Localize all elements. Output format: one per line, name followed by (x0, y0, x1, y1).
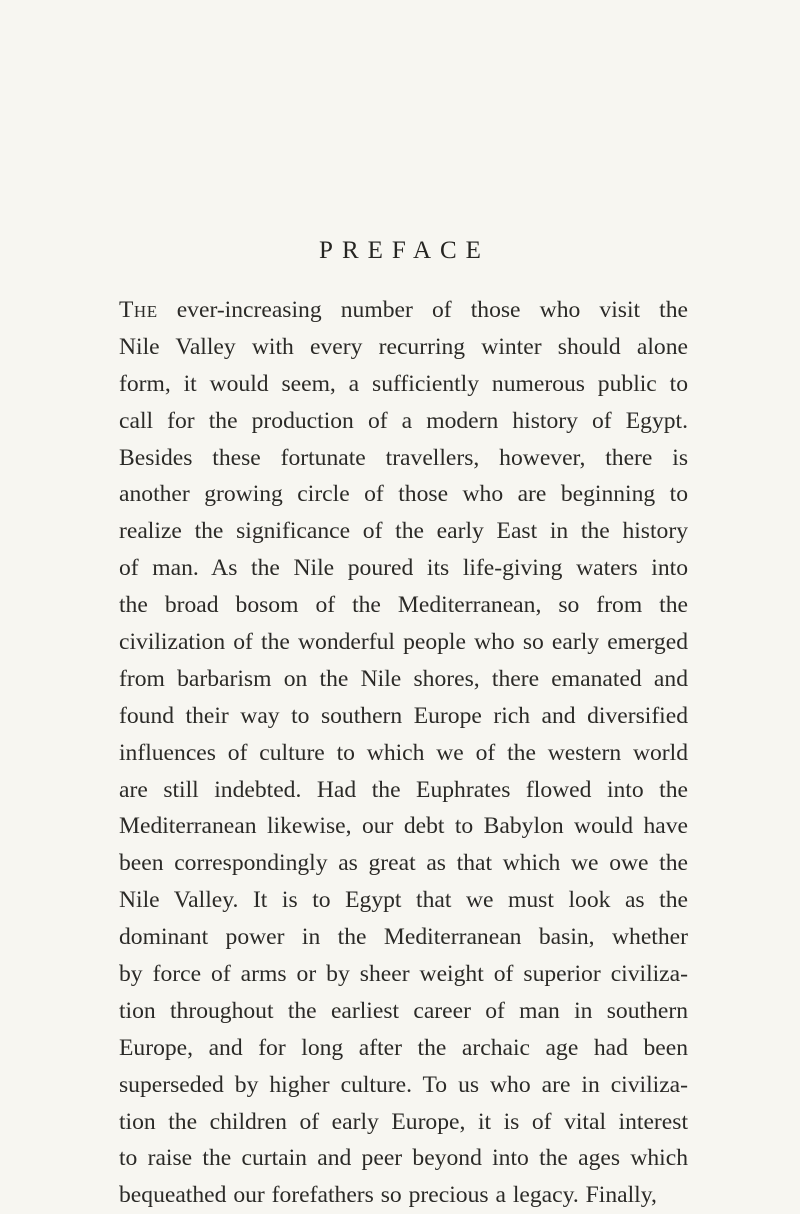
text-line: by force of arms or by sheer weight of superior civiliza- (119, 961, 688, 988)
text-line: are still indebted. Had the Euphrates flowed into the (119, 776, 688, 803)
text-line (119, 292, 688, 329)
text-line: Nile Valley. It is to Egypt that we must look as the (119, 887, 688, 914)
preface-heading: PREFACE (319, 237, 490, 264)
text-line: found their way to southern Europe rich and diversified (119, 702, 688, 729)
text-line: Besides these fortunate travellers, however, there is (119, 444, 688, 471)
text-line: influences of culture to which we of the western world (119, 739, 688, 766)
text-line: been correspondingly as great as that which we owe the (119, 850, 688, 877)
text-line: form, it would seem, a sufficiently numerous public to (119, 370, 688, 397)
text-line: from barbarism on the Nile shores, there emanated and (119, 665, 688, 692)
text-line: another growing circle of those who are beginning to (119, 481, 688, 508)
text-line: civilization of the wonderful people who so early emerged (119, 629, 688, 656)
text-line: Mediterranean likewise, our debt to Babylon would have (119, 813, 688, 840)
text-line: superseded by higher culture. To us who are in civiliza- (119, 1071, 688, 1098)
text-line-content: ever-increasing number of those who visit the (157, 297, 688, 323)
text-line: the broad bosom of the Mediterranean, so from the (119, 592, 688, 619)
opening-word: The (119, 297, 158, 323)
text-line: dominant power in the Mediterranean basin, whether (119, 924, 688, 951)
text-line: call for the production of a modern history of Egypt. (119, 407, 688, 434)
text-line: realize the significance of the early East in the history (119, 518, 688, 545)
text-line: Nile Valley with every recurring winter should alone (119, 333, 688, 360)
text-line: to raise the curtain and peer beyond into the ages which (119, 1145, 688, 1172)
preface-body (119, 292, 688, 1214)
text-line: bequeathed our forefathers so precious a legacy. Finally, (119, 1182, 657, 1209)
text-line: tion the children of early Europe, it is of vital interest (119, 1108, 688, 1135)
text-line: Europe, and for long after the archaic age had been (119, 1034, 688, 1061)
text-line: tion throughout the earliest career of man in southern (119, 997, 688, 1024)
text-line: of man. As the Nile poured its life-giving waters into (119, 555, 688, 582)
